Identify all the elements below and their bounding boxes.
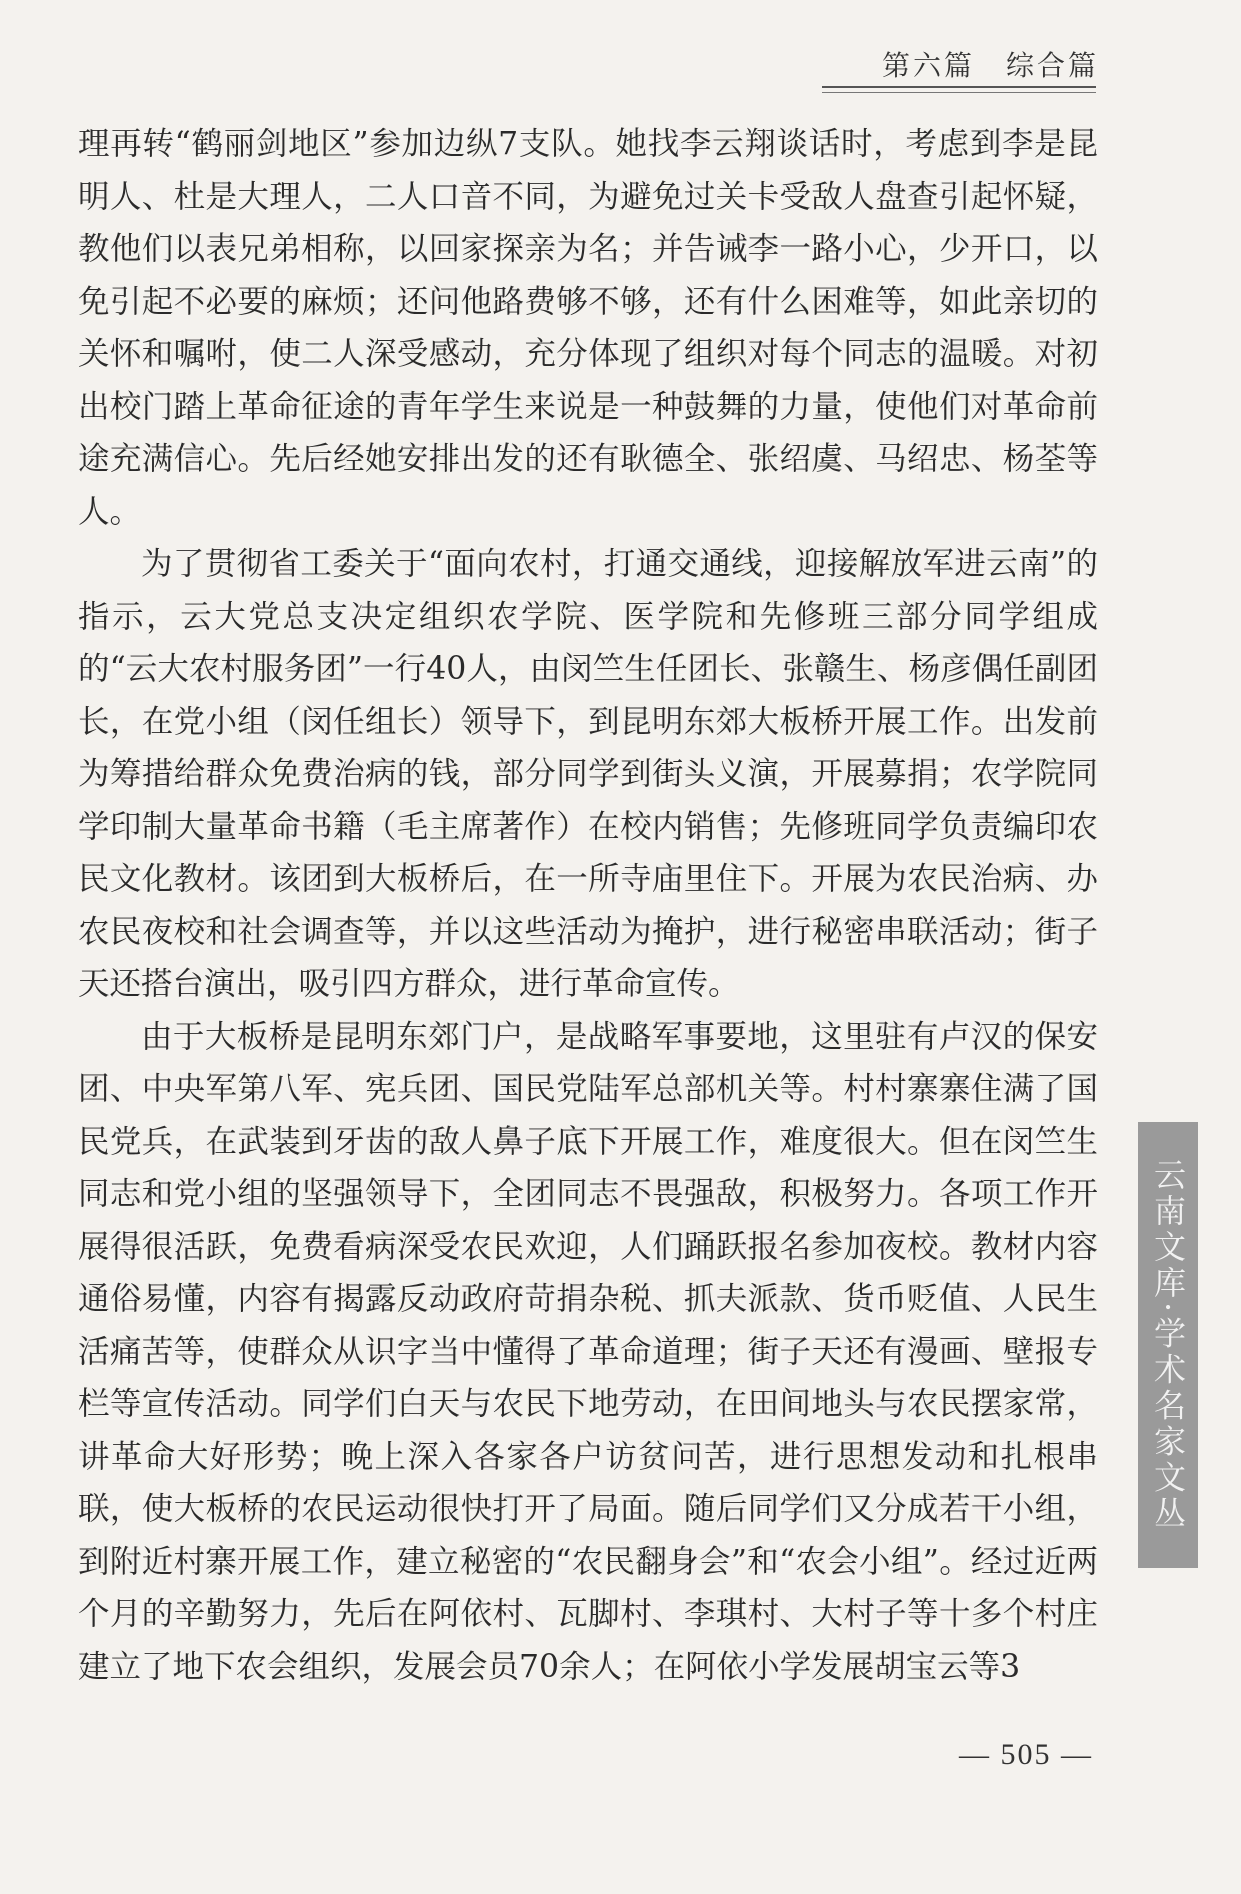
page-number: — 505 — (959, 1738, 1093, 1771)
header-rule (822, 86, 1096, 88)
paragraph: 为了贯彻省工委关于“面向农村，打通交通线，迎接解放军进云南”的指示，云大党总支决定组织农学院、医学院和先修班三部分同学组成的“云大农村服务团”一行40人，由闵竺生任团长、张赣生、杨彦偶任副团长，在党小组（闵任组长）领导下，到昆明东郊大板桥开展工作。出发前为筹措给群众免费治病的钱，部分同学到街头义演，开展募捐；农学院同学印制大量革命书籍（毛主席著作）在校内销售；先修班同学负责编印农民文化教材。该团到大板桥后，在一所寺庙里住下。开展为农民治病、办农民夜校和社会调查等，并以这些活动为掩护，进行秘密串联活动；街子天还搭台演出，吸引四方群众，进行革命宣传。 (78, 546, 1098, 1002)
header-rule-thin (822, 92, 1096, 93)
series-side-tab (1138, 1122, 1198, 1568)
series-side-tab-label: 云南文库·学术名家文丛 (1149, 1157, 1187, 1533)
paragraph: 由于大板桥是昆明东郊门户，是战略军事要地，这里驻有卢汉的保安团、中央军第八军、宪兵团、国民党陆军总部机关等。村村寨寨住满了国民党兵，在武装到牙齿的敌人鼻子底下开展工作，难度很大。但在闵竺生同志和党小组的坚强领导下，全团同志不畏强敌，积极努力。各项工作开展得很活跃，免费看病深受农民欢迎，人们踊跃报名参加夜校。教材内容通俗易懂，内容有揭露反动政府苛捐杂税、抓夫派款、货币贬值、人民生活痛苦等，使群众从识字当中懂得了革命道理；街子天还有漫画、壁报专栏等宣传活动。同学们白天与农民下地劳动，在田间地头与农民摆家常，讲革命大好形势；晚上深入各家各户访贫问苦，进行思想发动和扎根串联，使大板桥的农民运动很快打开了局面。随后同学们又分成若干小组，到附近村寨开展工作，建立秘密的“农民翻身会”和“农会小组”。经过近两个月的辛勤努力，先后在阿依村、瓦脚村、李琪村、大村子等十多个村庄建立了地下农会组织，发展会员70余人；在阿依小学发展胡宝云等3 (78, 1018, 1098, 1685)
running-header: 第六篇 综合篇 (881, 49, 1099, 82)
body-text (78, 118, 1098, 1693)
paragraph-continued: 理再转“鹤丽剑地区”参加边纵7支队。她找李云翔谈话时，考虑到李是昆明人、杜是大理人，二人口音不同，为避免过关卡受敌人盘查引起怀疑，教他们以表兄弟相称，以回家探亲为名；并告诫李一路小心，少开口，以免引起不必要的麻烦；还问他路费够不够，还有什么困难等，如此亲切的关怀和嘱咐，使二人深受感动，充分体现了组织对每个同志的温暖。对初出校门踏上革命征途的青年学生来说是一种鼓舞的力量，使他们对革命前途充满信心。先后经她安排出发的还有耿德全、张绍虞、马绍忠、杨荃等人。 (78, 126, 1098, 530)
